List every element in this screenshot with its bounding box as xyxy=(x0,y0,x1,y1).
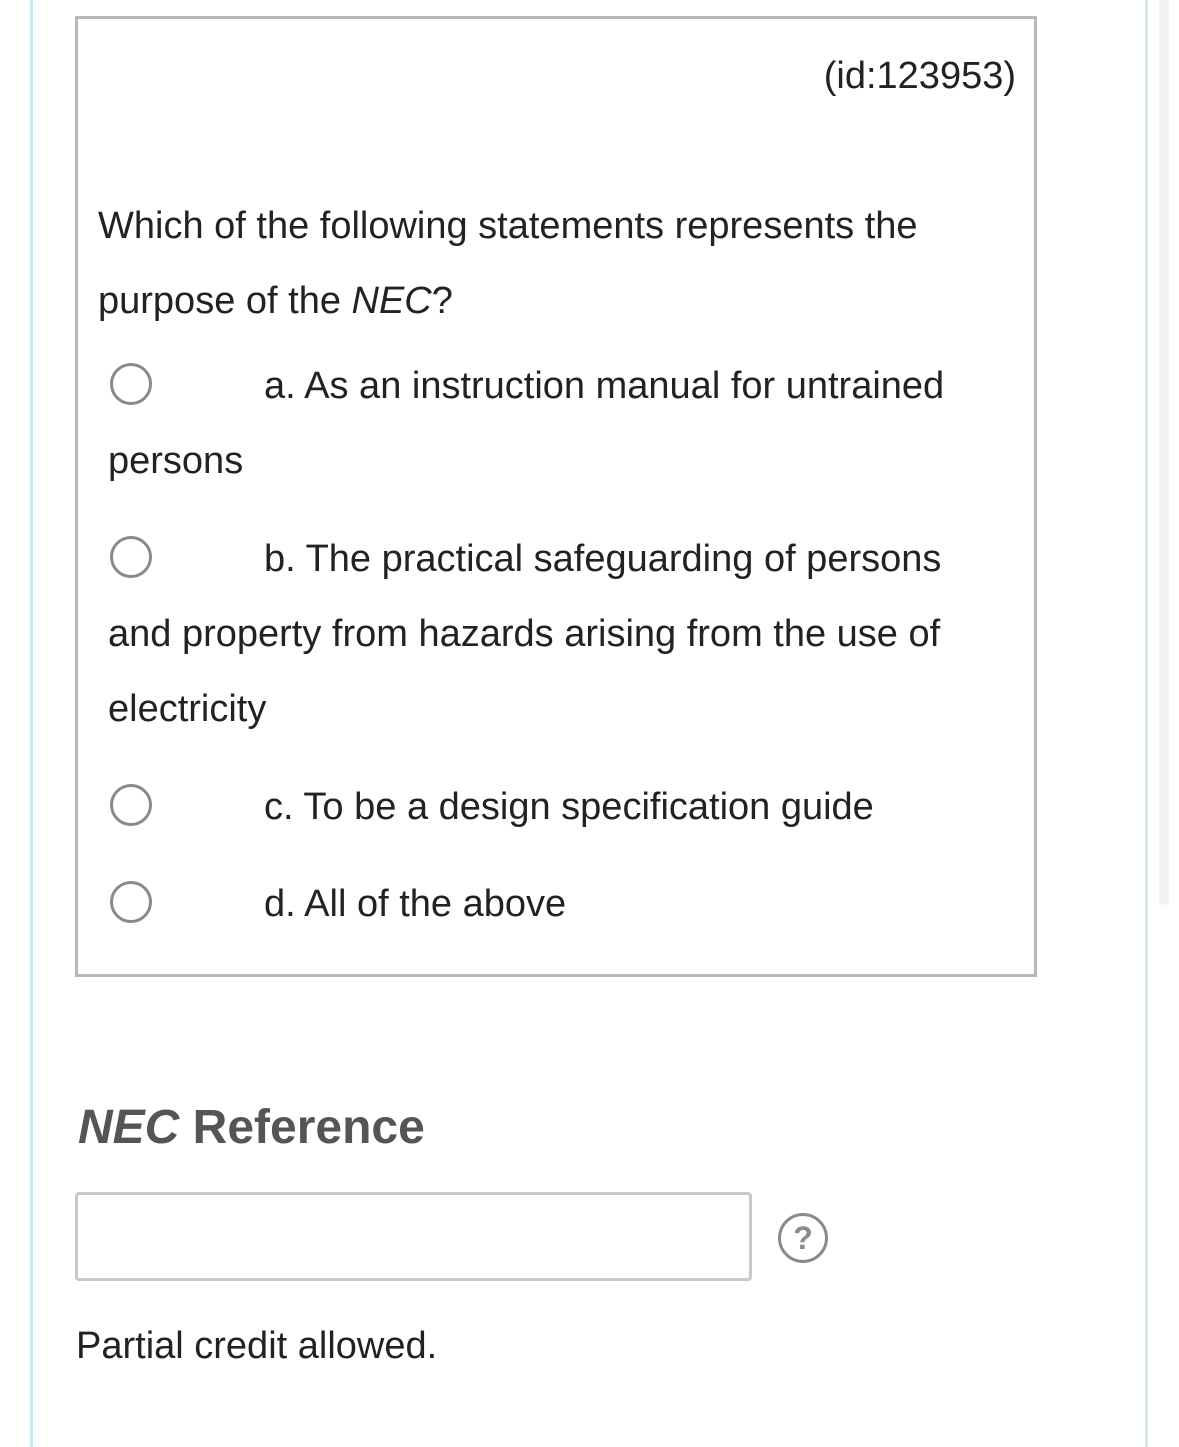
question-id: (id:123953) xyxy=(823,55,1016,97)
prompt-text-start: Which of the following statements represents the purpose of the xyxy=(98,205,918,322)
option-c[interactable] xyxy=(108,770,1008,845)
option-a[interactable] xyxy=(108,349,1008,499)
question-mark-circle-icon[interactable]: ? xyxy=(778,1213,828,1263)
question-card xyxy=(75,16,1037,977)
option-a-label[interactable]: a. As an instruction manual for untrained persons xyxy=(108,365,945,482)
radio-option-c[interactable] xyxy=(110,784,152,826)
option-b-label[interactable]: b. The practical safeguarding of persons and property from hazards arising from the use of electricity xyxy=(108,538,942,730)
option-d[interactable] xyxy=(108,867,1008,942)
heading-reference: Reference xyxy=(179,1101,425,1154)
radio-option-b[interactable] xyxy=(110,536,152,578)
right-rail xyxy=(1145,0,1148,1447)
scrollbar[interactable] xyxy=(1159,0,1169,905)
radio-option-a[interactable] xyxy=(110,363,152,405)
left-rail xyxy=(30,0,33,1447)
heading-nec: NEC xyxy=(78,1101,180,1154)
partial-credit-note: Partial credit allowed. xyxy=(76,1325,438,1367)
option-c-label[interactable]: c. To be a design specification guide xyxy=(264,786,874,828)
radio-option-d[interactable] xyxy=(110,881,152,923)
option-d-label[interactable]: d. All of the above xyxy=(264,883,567,925)
prompt-text-end: ? xyxy=(431,280,453,322)
nec-reference-heading xyxy=(78,1100,425,1155)
option-b[interactable] xyxy=(108,522,1008,747)
prompt-nec: NEC xyxy=(351,280,432,322)
nec-reference-input[interactable] xyxy=(75,1192,752,1281)
question-prompt xyxy=(98,189,998,339)
